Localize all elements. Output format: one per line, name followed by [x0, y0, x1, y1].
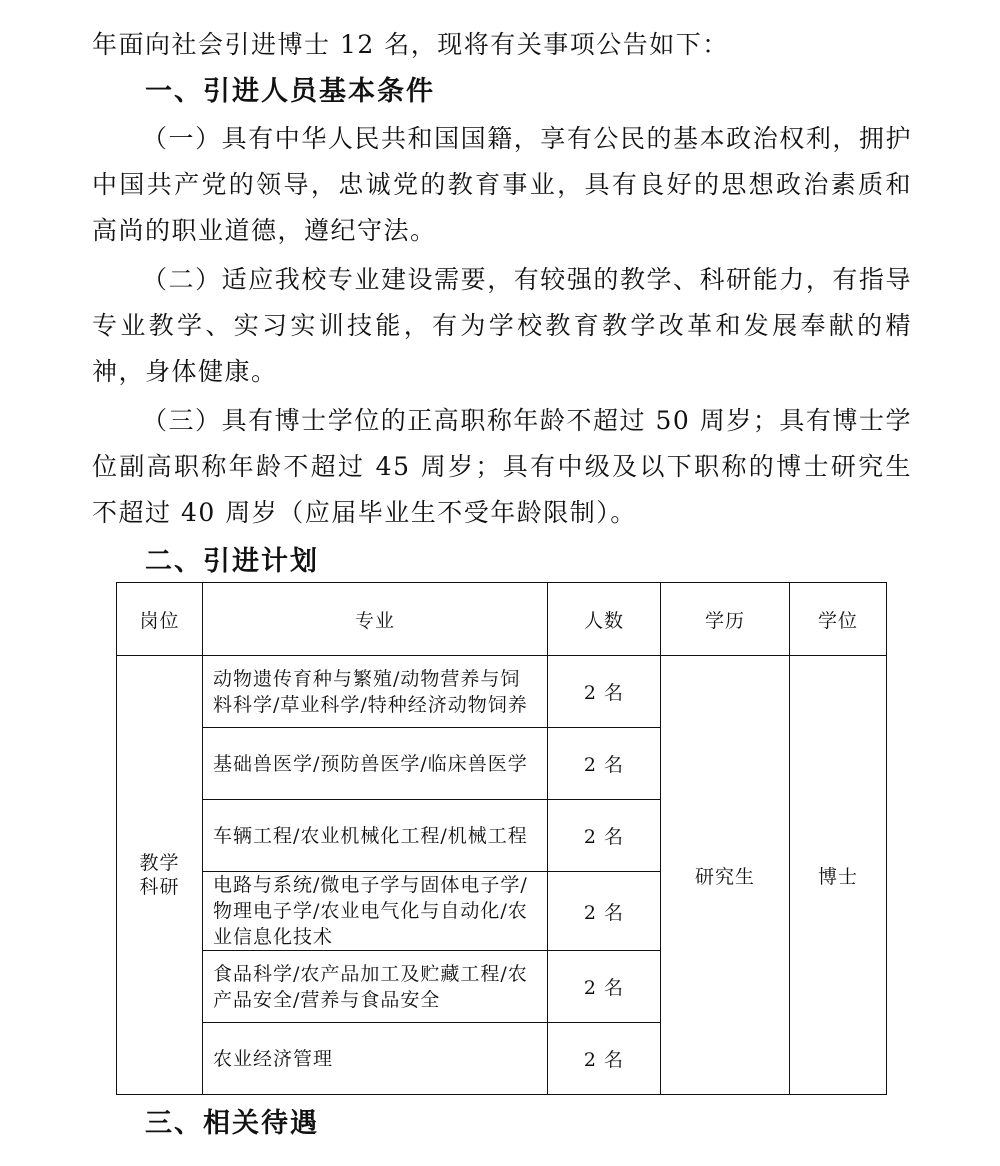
- header-position: 岗位: [117, 583, 203, 656]
- intro-line: 年面向社会引进博士 12 名，现将有关事项公告如下：: [92, 30, 729, 59]
- major-cell: 基础兽医学/预防兽医学/临床兽医学: [203, 728, 548, 800]
- condition-item-1: （一）具有中华人民共和国国籍，享有公民的基本政治权利，拥护中国共产党的领导，忠诚党的教育事业，具有良好的思想政治素质和高尚的职业道德，遵纪守法。: [92, 124, 912, 245]
- condition-item-2: （二）适应我校专业建设需要，有较强的教学、科研能力，有指导专业教学、实习实训技能，有为学校教育教学改革和发展奉献的精神，身体健康。: [92, 265, 912, 386]
- count-cell: 2 名: [548, 1023, 661, 1095]
- position-line-2: 科研: [139, 876, 180, 898]
- section-3-heading: 三、相关待遇: [145, 1108, 319, 1139]
- count-cell: 2 名: [548, 951, 661, 1023]
- header-count: 人数: [548, 583, 661, 656]
- section-1-heading: 一、引进人员基本条件: [145, 76, 435, 107]
- count-cell: 2 名: [548, 800, 661, 872]
- major-cell: 农业经济管理: [203, 1023, 548, 1095]
- header-major: 专业: [203, 583, 548, 656]
- header-education: 学历: [661, 583, 790, 656]
- major-cell: 电路与系统/微电子学与固体电子学/物理电子学/农业电气化与自动化/农业信息化技术: [203, 872, 548, 951]
- major-cell: 车辆工程/农业机械化工程/机械工程: [203, 800, 548, 872]
- position-line-1: 教学: [139, 852, 180, 874]
- education-cell: 研究生: [661, 656, 790, 1095]
- position-cell: [117, 656, 203, 1095]
- header-degree: 学位: [790, 583, 887, 656]
- table-row: [117, 656, 887, 728]
- count-cell: 2 名: [548, 728, 661, 800]
- degree-cell: 博士: [790, 656, 887, 1095]
- count-cell: 2 名: [548, 656, 661, 728]
- count-cell: 2 名: [548, 872, 661, 951]
- table-header-row: [117, 583, 887, 656]
- major-cell: 动物遗传育种与繁殖/动物营养与饲料科学/草业科学/特种经济动物饲养: [203, 656, 548, 728]
- section-2-heading: 二、引进计划: [145, 546, 319, 577]
- major-cell: 食品科学/农产品加工及贮藏工程/农产品安全/营养与食品安全: [203, 951, 548, 1023]
- condition-item-3: （三）具有博士学位的正高职称年龄不超过 50 周岁；具有博士学位副高职称年龄不超过 45 周岁；具有中级及以下职称的博士研究生不超过 40 周岁（应届毕业生不受年龄限制）。: [92, 406, 912, 527]
- recruitment-plan-table: [116, 582, 887, 1095]
